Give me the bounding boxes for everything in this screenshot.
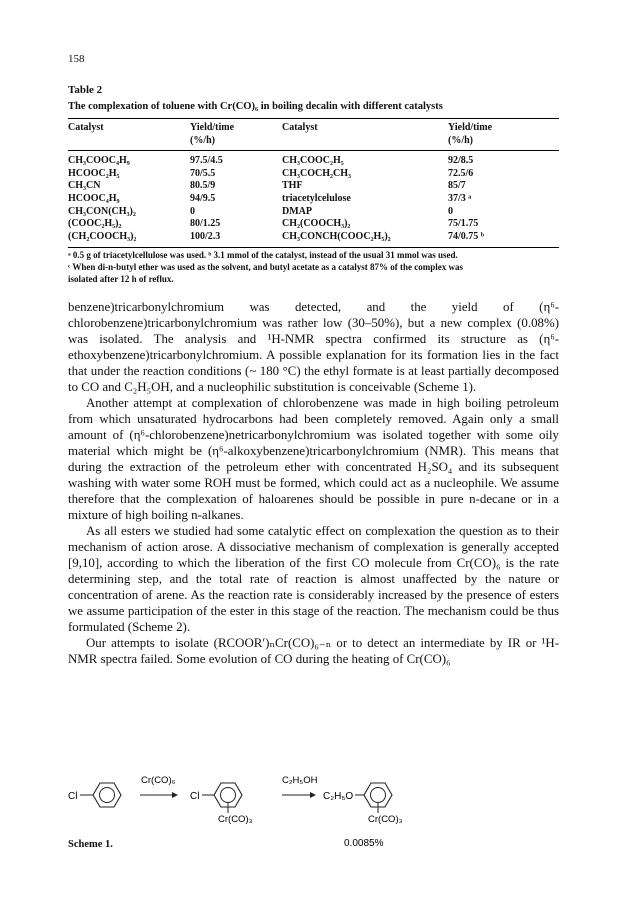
arrowhead [310,792,316,798]
reagent-label: C₂H₅OH [282,775,318,786]
table-cell: 80/1.25 [190,218,221,230]
paragraph: As all esters we studied had some catalytic effect on complexation the question as to their mechanism of action arose. A dissociative mechanism of complexation is generally accepted [9,10], according to which the liberation of the first CO molecule from Cr(CO)₆ is the rate determining step, and the total rate of reaction is almost unaffected by the nature or concentration of arene. As the reaction rate is considerably increased by the presence of esters we assume participation of the ester in this stage of the reaction. The mechanism could be thus formulated (Scheme 2). [68,524,559,634]
column-header: Catalyst [282,119,448,135]
table-row [68,206,559,219]
reagent-label: Cr(CO)₆ [141,775,176,786]
column-header: Yield/time [448,119,559,135]
table-row [68,180,559,193]
table-cell: CH₃COCH₂CH₃ [282,167,351,179]
table-title: Table 2 [68,84,103,96]
paragraph: Our attempts to isolate (RCOOR′)ₙCr(CO)₆₋ₙ or to detect an intermediate by IR or ¹H-NMR spectra failed. Some evolution of CO during the heating of Cr(CO)₆ [68,636,559,666]
table-row [68,231,559,248]
table-cell: CH₃COOC₂H₅ [282,155,344,167]
column-header: Yield/time [190,119,282,135]
table-cell: 94/9.5 [190,192,216,204]
scheme-caption: Scheme 1. [68,839,113,850]
table-cell: 92/8.5 [448,155,474,167]
chloro-label: Cl [68,791,78,802]
table-cell: 97.5/4.5 [190,155,223,167]
table-cell: 80.5/9 [190,180,216,192]
table-cell: CH₃CONCH(COOC₂H₅)₂ [282,231,448,248]
table-cell: 0 [190,205,195,217]
column-unit: (%/h) [190,135,282,151]
data-table [68,118,559,248]
table-cell: 72.5/6 [448,167,474,179]
aromatic-circle [221,788,236,803]
aromatic-circle [100,788,115,803]
paragraph: benzene)tricarbonylchromium was detected, and the yield of (η⁶-chlorobenzene)tricarbonylchromium was rather low (30–50%), but a new complex (0.08%) was isolated. The analysis and ¹H-NMR spectra confirmed its structure as (η⁶-ethoxybenzene)tricarbonylchromium. A possible explanation for its formation lies in the fact that under the reaction conditions (~ 180 °C) the ethyl formate is at least partially decomposed to CO and C₂H₅OH, and a nucleophilic substitution is conceivable (Scheme 1). [68,300,559,394]
table-cell: 37/3 ᵃ [448,192,472,204]
table-cell: CH₃CN [68,180,101,192]
table-row [68,168,559,181]
chloro-label: Cl [190,791,200,802]
table-caption: The complexation of toluene with Cr(CO)₆ in boiling decalin with different catalysts [68,101,443,112]
benzene-ring [93,783,121,807]
scheme-drawing [68,775,559,894]
reaction-scheme [68,775,559,894]
table-cell: 74/0.75 ᵇ [448,231,559,248]
table-cell: 100/2.3 [190,231,282,248]
body-text [68,299,559,667]
table-cell: 70/5.5 [190,167,216,179]
paragraph: Another attempt at complexation of chlorobenzene was made in high boiling petroleum from which unsaturated hydrocarbons had been completely removed. Again only a small amount of (η⁶-chlorobenzene)netricarbonylchromium was isolated together with some oily material which might be (η⁶-alkoxybenzene)tricarbonylchromium (NMR). This means that during the extraction of the petroleum ether with concentrated H₂SO₄ and its subsequent washing with water some ROH must be formed, which could act as a nucleophile. We assume therefore that the complexation of haloarenes should be possible in pure n-decane or in a mixture of high boiling n-alkanes. [68,396,559,522]
column-unit [282,135,448,151]
yield-label: 0.0085% [344,838,384,849]
table-cell: (COOC₂H₅)₂ [68,218,122,230]
table-cell: CH₂(COOCH₃)₂ [282,218,351,230]
table-cell: THF [282,180,303,192]
column-unit: (%/h) [448,135,559,151]
table-row [68,151,559,168]
table-cell: 0 [448,205,453,217]
table-cell: triacetylcelulose [282,192,351,204]
column-header: Catalyst [68,119,190,135]
table-row [68,218,559,231]
page-number: 158 [68,53,85,65]
arrowhead [172,792,178,798]
table-cell: HCOOC₄H₉ [68,192,120,204]
table-cell: 75/1.75 [448,218,479,230]
table-footnote: isolated after 12 h of reflux. [68,274,174,284]
table-cell: CH₃COOC₄H₉ [68,155,130,167]
ethoxy-label: C₂H₅O [323,791,354,802]
chromium-carbonyl-label: Cr(CO)₃ [218,814,253,825]
table-footnote: ᶜ When di-n-butyl ether was used as the solvent, and butyl acetate as a catalyst 87% of the complex was [68,262,464,272]
table-cell: CH₃CON(CH₃)₂ [68,205,136,217]
column-unit [68,135,190,151]
table-cell: (CH₂COOCH₃)₂ [68,231,190,248]
table-footnote: ᵃ 0.5 g of triacetylcellulose was used. ᵇ 3.1 mmol of the catalyst, instead of the usual 31 mmol was used. [68,250,458,260]
aromatic-circle [371,788,386,803]
table-cell: DMAP [282,205,312,217]
chromium-carbonyl-label: Cr(CO)₃ [368,814,403,825]
table-cell: HCOOC₂H₅ [68,167,120,179]
table-cell: 85/7 [448,180,466,192]
table-row [68,193,559,206]
